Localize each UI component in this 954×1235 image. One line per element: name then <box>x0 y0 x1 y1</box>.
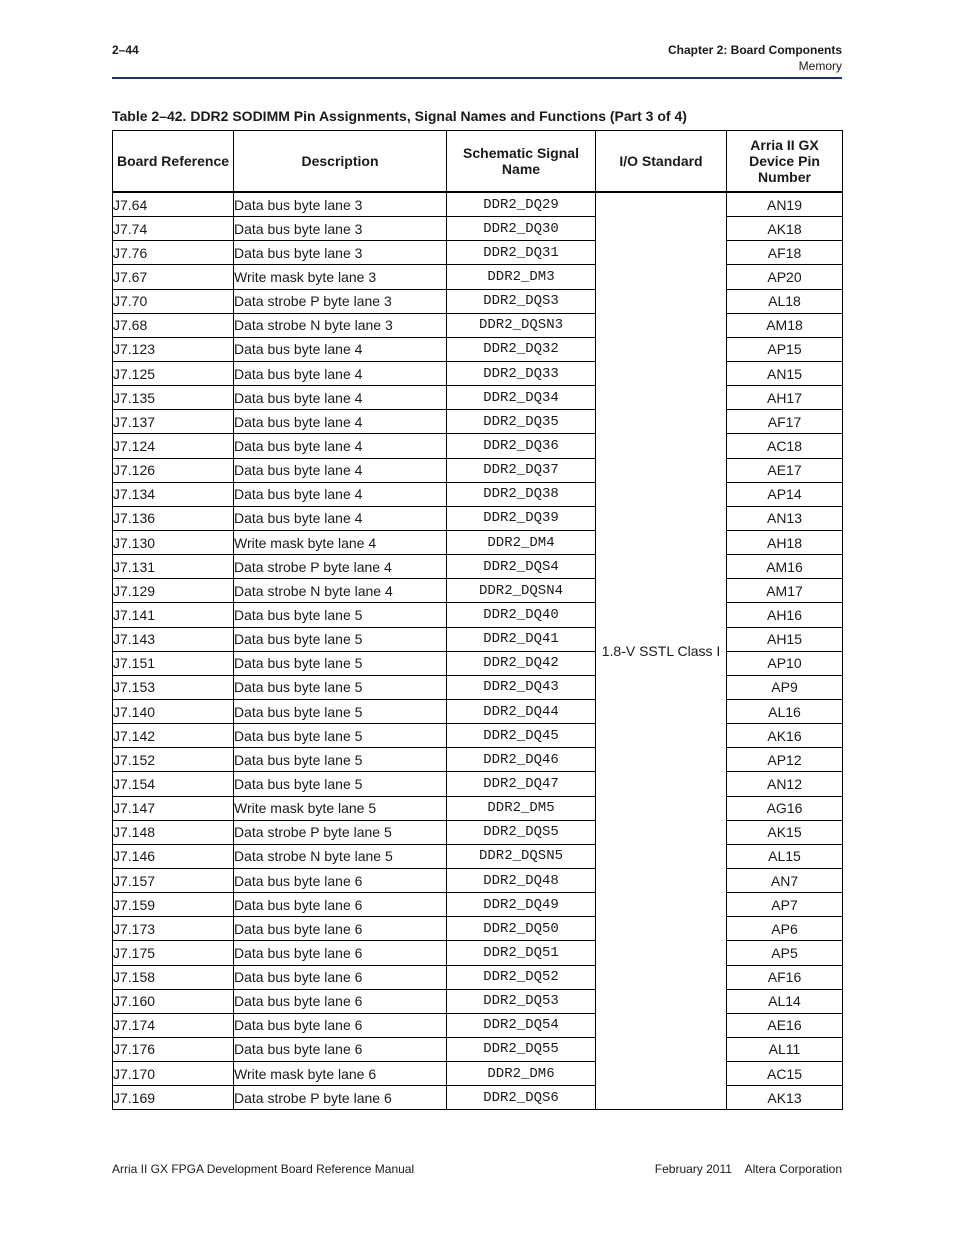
pin-number-cell: AP9 <box>727 675 843 699</box>
description-cell: Data strobe P byte lane 4 <box>234 555 447 579</box>
pin-number-cell: AP14 <box>727 482 843 506</box>
description-cell: Data strobe P byte lane 5 <box>234 820 447 844</box>
board-reference-cell: J7.153 <box>113 675 234 699</box>
description-cell: Write mask byte lane 3 <box>234 265 447 289</box>
board-reference-cell: J7.67 <box>113 265 234 289</box>
signal-name-cell: DDR2_DQ47 <box>447 772 596 796</box>
description-cell: Data strobe P byte lane 6 <box>234 1086 447 1110</box>
board-reference-cell: J7.64 <box>113 192 234 217</box>
description-cell: Data bus byte lane 6 <box>234 941 447 965</box>
description-cell: Data bus byte lane 5 <box>234 651 447 675</box>
table-body <box>113 192 843 1110</box>
description-cell: Data bus byte lane 4 <box>234 361 447 385</box>
table-row <box>113 868 843 892</box>
board-reference-cell: J7.131 <box>113 555 234 579</box>
pin-number-cell: AK18 <box>727 217 843 241</box>
table-caption: Table 2–42. DDR2 SODIMM Pin Assignments, Signal Names and Functions (Part 3 of 4) <box>112 108 687 124</box>
board-reference-cell: J7.147 <box>113 796 234 820</box>
description-cell: Data bus byte lane 3 <box>234 192 447 217</box>
table-header-row <box>113 131 843 193</box>
description-cell: Data bus byte lane 5 <box>234 603 447 627</box>
table-row <box>113 699 843 723</box>
table-row <box>113 337 843 361</box>
signal-name-cell: DDR2_DQ43 <box>447 675 596 699</box>
page-number: 2–44 <box>112 43 139 57</box>
description-cell: Data bus byte lane 6 <box>234 917 447 941</box>
description-cell: Data bus byte lane 6 <box>234 893 447 917</box>
description-cell: Data bus byte lane 4 <box>234 506 447 530</box>
pin-number-cell: AL11 <box>727 1037 843 1061</box>
board-reference-cell: J7.137 <box>113 410 234 434</box>
pin-number-cell: AP6 <box>727 917 843 941</box>
signal-name-cell: DDR2_DQS3 <box>447 289 596 313</box>
pin-number-cell: AL16 <box>727 699 843 723</box>
description-cell: Data bus byte lane 4 <box>234 410 447 434</box>
description-cell: Data bus byte lane 6 <box>234 1037 447 1061</box>
table-row <box>113 265 843 289</box>
signal-name-cell: DDR2_DQ48 <box>447 868 596 892</box>
board-reference-cell: J7.130 <box>113 530 234 554</box>
description-cell: Data bus byte lane 6 <box>234 1013 447 1037</box>
pin-number-cell: AF18 <box>727 241 843 265</box>
description-cell: Data bus byte lane 5 <box>234 748 447 772</box>
column-header-io-standard: I/O Standard <box>596 131 727 193</box>
table-row <box>113 506 843 530</box>
table-row <box>113 820 843 844</box>
board-reference-cell: J7.141 <box>113 603 234 627</box>
pin-number-cell: AP10 <box>727 651 843 675</box>
table-row <box>113 410 843 434</box>
pin-number-cell: AG16 <box>727 796 843 820</box>
pin-number-cell: AP12 <box>727 748 843 772</box>
description-cell: Write mask byte lane 4 <box>234 530 447 554</box>
signal-name-cell: DDR2_DQ51 <box>447 941 596 965</box>
table-row <box>113 313 843 337</box>
pin-number-cell: AP15 <box>727 337 843 361</box>
board-reference-cell: J7.158 <box>113 965 234 989</box>
board-reference-cell: J7.74 <box>113 217 234 241</box>
signal-name-cell: DDR2_DQ54 <box>447 1013 596 1037</box>
board-reference-cell: J7.125 <box>113 361 234 385</box>
description-cell: Data bus byte lane 3 <box>234 241 447 265</box>
table-row <box>113 555 843 579</box>
pin-number-cell: AN15 <box>727 361 843 385</box>
table-row <box>113 1037 843 1061</box>
description-cell: Data bus byte lane 5 <box>234 772 447 796</box>
pin-number-cell: AP5 <box>727 941 843 965</box>
signal-name-cell: DDR2_DQ50 <box>447 917 596 941</box>
signal-name-cell: DDR2_DQ38 <box>447 482 596 506</box>
pin-number-cell: AK15 <box>727 820 843 844</box>
board-reference-cell: J7.68 <box>113 313 234 337</box>
table-row <box>113 1013 843 1037</box>
footer-date-company: February 2011 Altera Corporation <box>654 1162 842 1176</box>
signal-name-cell: DDR2_DQ33 <box>447 361 596 385</box>
board-reference-cell: J7.143 <box>113 627 234 651</box>
signal-name-cell: DDR2_DQ44 <box>447 699 596 723</box>
pin-number-cell: AC15 <box>727 1062 843 1086</box>
table-row <box>113 434 843 458</box>
board-reference-cell: J7.135 <box>113 386 234 410</box>
board-reference-cell: J7.123 <box>113 337 234 361</box>
table-row <box>113 482 843 506</box>
signal-name-cell: DDR2_DM4 <box>447 530 596 554</box>
section-title: Memory <box>798 59 842 73</box>
board-reference-cell: J7.151 <box>113 651 234 675</box>
table-row <box>113 289 843 313</box>
table-row <box>113 917 843 941</box>
board-reference-cell: J7.152 <box>113 748 234 772</box>
board-reference-cell: J7.157 <box>113 868 234 892</box>
description-cell: Data bus byte lane 4 <box>234 386 447 410</box>
table-row <box>113 530 843 554</box>
pin-number-cell: AK16 <box>727 724 843 748</box>
board-reference-cell: J7.173 <box>113 917 234 941</box>
signal-name-cell: DDR2_DQ40 <box>447 603 596 627</box>
pin-number-cell: AP7 <box>727 893 843 917</box>
pin-number-cell: AN12 <box>727 772 843 796</box>
signal-name-cell: DDR2_DQ53 <box>447 989 596 1013</box>
board-reference-cell: J7.124 <box>113 434 234 458</box>
signal-name-cell: DDR2_DQ36 <box>447 434 596 458</box>
description-cell: Data bus byte lane 6 <box>234 868 447 892</box>
footer-manual-title: Arria II GX FPGA Development Board Reference Manual <box>112 1162 415 1176</box>
table-row <box>113 796 843 820</box>
signal-name-cell: DDR2_DM6 <box>447 1062 596 1086</box>
signal-name-cell: DDR2_DQ31 <box>447 241 596 265</box>
board-reference-cell: J7.154 <box>113 772 234 796</box>
signal-name-cell: DDR2_DQ55 <box>447 1037 596 1061</box>
board-reference-cell: J7.148 <box>113 820 234 844</box>
column-header-board-reference: Board Reference <box>113 131 234 193</box>
table-row <box>113 386 843 410</box>
board-reference-cell: J7.160 <box>113 989 234 1013</box>
pin-number-cell: AC18 <box>727 434 843 458</box>
description-cell: Write mask byte lane 5 <box>234 796 447 820</box>
description-cell: Data bus byte lane 5 <box>234 675 447 699</box>
pin-number-cell: AF17 <box>727 410 843 434</box>
pin-number-cell: AN19 <box>727 192 843 217</box>
signal-name-cell: DDR2_DQ42 <box>447 651 596 675</box>
description-cell: Data bus byte lane 6 <box>234 989 447 1013</box>
board-reference-cell: J7.126 <box>113 458 234 482</box>
signal-name-cell: DDR2_DQ34 <box>447 386 596 410</box>
chapter-title: Chapter 2: Board Components <box>667 43 842 57</box>
signal-name-cell: DDR2_DQ35 <box>447 410 596 434</box>
description-cell: Data bus byte lane 3 <box>234 217 447 241</box>
column-header-description: Description <box>234 131 447 193</box>
signal-name-cell: DDR2_DQ46 <box>447 748 596 772</box>
signal-name-cell: DDR2_DQ45 <box>447 724 596 748</box>
table-row <box>113 724 843 748</box>
description-cell: Data strobe N byte lane 5 <box>234 844 447 868</box>
signal-name-cell: DDR2_DQ41 <box>447 627 596 651</box>
pin-number-cell: AH17 <box>727 386 843 410</box>
signal-name-cell: DDR2_DQ39 <box>447 506 596 530</box>
description-cell: Data bus byte lane 5 <box>234 699 447 723</box>
table-row <box>113 893 843 917</box>
column-header-pin-number: Arria II GX Device Pin Number <box>727 131 843 193</box>
pin-number-cell: AM17 <box>727 579 843 603</box>
signal-name-cell: DDR2_DM3 <box>447 265 596 289</box>
table-row <box>113 965 843 989</box>
signal-name-cell: DDR2_DQS4 <box>447 555 596 579</box>
pin-number-cell: AL15 <box>727 844 843 868</box>
table-row <box>113 1062 843 1086</box>
board-reference-cell: J7.129 <box>113 579 234 603</box>
table-row <box>113 627 843 651</box>
table-row <box>113 579 843 603</box>
signal-name-cell: DDR2_DM5 <box>447 796 596 820</box>
table-row <box>113 217 843 241</box>
pin-number-cell: AM16 <box>727 555 843 579</box>
signal-name-cell: DDR2_DQ52 <box>447 965 596 989</box>
board-reference-cell: J7.170 <box>113 1062 234 1086</box>
description-cell: Data bus byte lane 4 <box>234 458 447 482</box>
board-reference-cell: J7.159 <box>113 893 234 917</box>
description-cell: Data strobe N byte lane 3 <box>234 313 447 337</box>
header-rule <box>112 77 842 79</box>
pin-number-cell: AN7 <box>727 868 843 892</box>
table-row <box>113 748 843 772</box>
io-standard-cell: 1.8-V SSTL Class I <box>596 192 727 1110</box>
board-reference-cell: J7.70 <box>113 289 234 313</box>
table-row <box>113 458 843 482</box>
table-row <box>113 1086 843 1110</box>
description-cell: Data bus byte lane 5 <box>234 627 447 651</box>
board-reference-cell: J7.134 <box>113 482 234 506</box>
board-reference-cell: J7.169 <box>113 1086 234 1110</box>
pin-number-cell: AL14 <box>727 989 843 1013</box>
description-cell: Data bus byte lane 5 <box>234 724 447 748</box>
description-cell: Data bus byte lane 4 <box>234 434 447 458</box>
pin-number-cell: AK13 <box>727 1086 843 1110</box>
pin-number-cell: AL18 <box>727 289 843 313</box>
board-reference-cell: J7.175 <box>113 941 234 965</box>
description-cell: Data bus byte lane 6 <box>234 965 447 989</box>
description-cell: Data bus byte lane 4 <box>234 482 447 506</box>
table-row <box>113 241 843 265</box>
board-reference-cell: J7.174 <box>113 1013 234 1037</box>
board-reference-cell: J7.142 <box>113 724 234 748</box>
pin-number-cell: AH16 <box>727 603 843 627</box>
description-cell: Data strobe P byte lane 3 <box>234 289 447 313</box>
description-cell: Data strobe N byte lane 4 <box>234 579 447 603</box>
signal-name-cell: DDR2_DQSN3 <box>447 313 596 337</box>
board-reference-cell: J7.136 <box>113 506 234 530</box>
description-cell: Write mask byte lane 6 <box>234 1062 447 1086</box>
description-cell: Data bus byte lane 4 <box>234 337 447 361</box>
signal-name-cell: DDR2_DQ29 <box>447 192 596 217</box>
board-reference-cell: J7.140 <box>113 699 234 723</box>
table-row <box>113 651 843 675</box>
table-row <box>113 603 843 627</box>
pin-number-cell: AN13 <box>727 506 843 530</box>
pin-number-cell: AP20 <box>727 265 843 289</box>
table-row <box>113 844 843 868</box>
table-row <box>113 941 843 965</box>
table-row <box>113 989 843 1013</box>
pin-assignment-table <box>112 130 843 1110</box>
board-reference-cell: J7.146 <box>113 844 234 868</box>
table-row <box>113 361 843 385</box>
signal-name-cell: DDR2_DQ37 <box>447 458 596 482</box>
board-reference-cell: J7.176 <box>113 1037 234 1061</box>
pin-number-cell: AH15 <box>727 627 843 651</box>
board-reference-cell: J7.76 <box>113 241 234 265</box>
signal-name-cell: DDR2_DQS5 <box>447 820 596 844</box>
pin-number-cell: AE16 <box>727 1013 843 1037</box>
pin-number-cell: AM18 <box>727 313 843 337</box>
pin-number-cell: AH18 <box>727 530 843 554</box>
pin-number-cell: AE17 <box>727 458 843 482</box>
signal-name-cell: DDR2_DQSN4 <box>447 579 596 603</box>
column-header-schematic-signal-name: Schematic Signal Name <box>447 131 596 193</box>
table-row <box>113 675 843 699</box>
signal-name-cell: DDR2_DQSN5 <box>447 844 596 868</box>
table-row <box>113 192 843 217</box>
table-row <box>113 772 843 796</box>
signal-name-cell: DDR2_DQ30 <box>447 217 596 241</box>
signal-name-cell: DDR2_DQS6 <box>447 1086 596 1110</box>
signal-name-cell: DDR2_DQ32 <box>447 337 596 361</box>
signal-name-cell: DDR2_DQ49 <box>447 893 596 917</box>
pin-number-cell: AF16 <box>727 965 843 989</box>
